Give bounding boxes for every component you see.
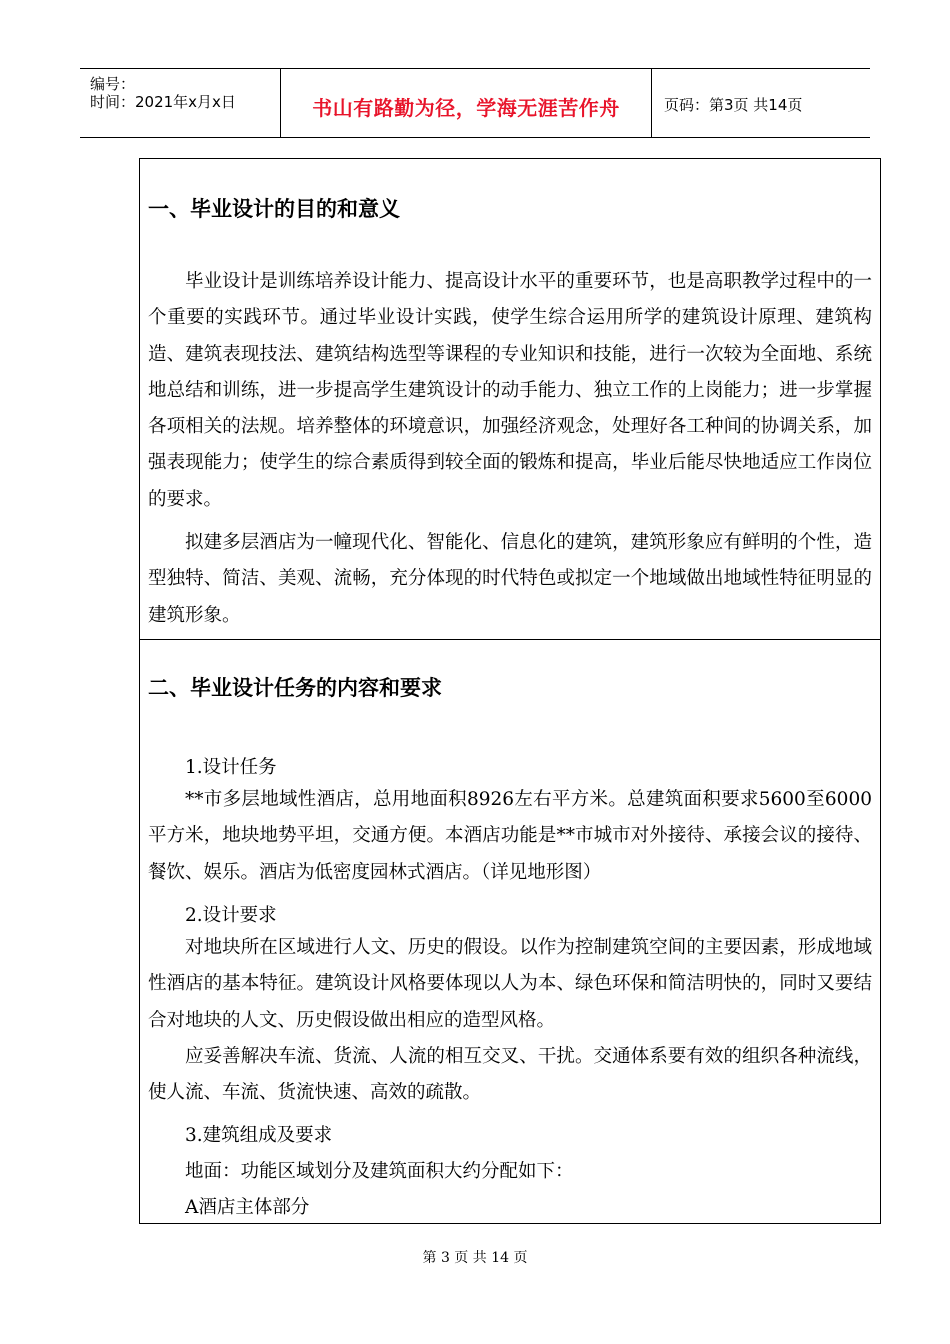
time-label: 时间：2021年x月x日 (90, 93, 236, 111)
composition-heading: 3.建筑组成及要求 (185, 1125, 333, 1146)
task-description: **市多层地域性酒店，总用地面积8926左右平方米。总建筑面积要求5600至6000平方米，地块地势平坦，交通方便。本酒店功能是**市城市对外接待、承接会议的接待、餐饮、娱乐。酒店为低密度园林式酒店。（详见地形图） (148, 789, 872, 883)
section1-title: 一、毕业设计的目的和意义 (148, 197, 400, 221)
header-motto-cell (281, 69, 652, 137)
page-code: 页码：第3页 共14页 (664, 96, 803, 114)
motto-text: 书山有路勤为径，学海无涯苦作舟 (312, 96, 620, 120)
content-table (139, 158, 881, 1224)
requirements-paragraph-2: 应妥善解决车流、货流、人流的相互交叉、干扰。交通体系要有效的组织各种流线，使人流、车流、货流快速、高效的疏散。 (148, 1046, 872, 1104)
header-page-cell (652, 69, 870, 137)
composition-text: 地面：功能区域划分及建筑面积大约分配如下： (185, 1161, 574, 1182)
task-heading: 1.设计任务 (185, 757, 277, 778)
section1-paragraph-2: 拟建多层酒店为一幢现代化、智能化、信息化的建筑，建筑形象应有鲜明的个性，造型独特、简洁、美观、流畅，充分体现的时代特色或拟定一个地域做出地域性特征明显的建筑形象。 (148, 532, 872, 626)
section-divider (140, 639, 880, 640)
page-footer: 第 3 页 共 14 页 (422, 1250, 528, 1266)
section1-paragraph-1: 毕业设计是训练培养设计能力、提高设计水平的重要环节，也是高职教学过程中的一个重要的实践环节。通过毕业设计实践，使学生综合运用所学的建筑设计原理、建筑构造、建筑表现技法、建筑结构选型等课程的专业知识和技能，进行一次较为全面地、系统地总结和训练，进一步提高学生建筑设计的动手能力、独立工作的上岗能力；进一步掌握各项相关的法规。培养整体的环境意识，加强经济观念，处理好各工种间的协调关系，加强表现能力；使学生的综合素质得到较全面的锻炼和提高，毕业后能尽快地适应工作岗位的要求。 (148, 271, 872, 510)
requirements-heading: 2.设计要求 (185, 905, 277, 926)
header-info-cell (80, 69, 281, 137)
requirements-paragraph-1: 对地块所在区域进行人文、历史的假设。以作为控制建筑空间的主要因素，形成地域性酒店的基本特征。建筑设计风格要体现以人为本、绿色环保和简洁明快的，同时又要结合对地块的人文、历史假设做出相应的造型风格。 (148, 937, 872, 1031)
composition-subitem: A酒店主体部分 (185, 1197, 310, 1218)
page-header (80, 68, 870, 138)
number-label: 编号： (90, 75, 136, 93)
section2-title: 二、毕业设计任务的内容和要求 (148, 676, 442, 700)
